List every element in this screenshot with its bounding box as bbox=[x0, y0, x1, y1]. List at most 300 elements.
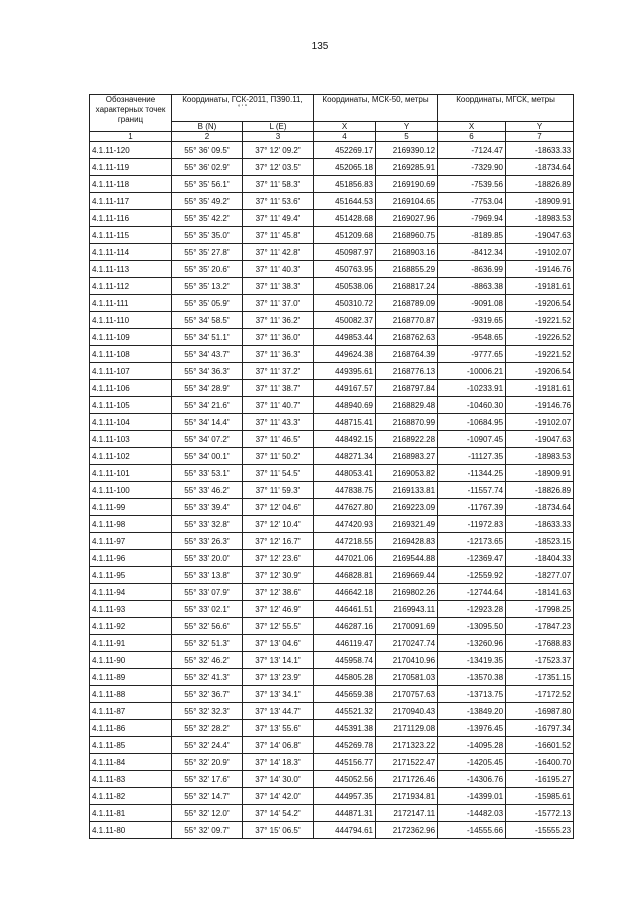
point-id-cell: 4.1.11-84 bbox=[90, 754, 172, 771]
mgsk-y-cell: -19102.07 bbox=[506, 414, 574, 431]
mgsk-x-cell: -8863.38 bbox=[438, 278, 506, 295]
table-row bbox=[90, 652, 574, 669]
mgsk-y-cell: -15772.13 bbox=[506, 805, 574, 822]
mgsk-x-cell: -8412.34 bbox=[438, 244, 506, 261]
msk-y-cell: 2168764.39 bbox=[376, 346, 438, 363]
longitude-cell: 37° 11' 53.6" bbox=[243, 193, 314, 210]
longitude-cell: 37° 11' 36.3" bbox=[243, 346, 314, 363]
msk-x-cell: 445659.38 bbox=[314, 686, 376, 703]
longitude-cell: 37° 11' 45.8" bbox=[243, 227, 314, 244]
header-axis: B (N) bbox=[172, 122, 243, 132]
column-number: 1 bbox=[90, 132, 172, 142]
mgsk-x-cell: -10460.30 bbox=[438, 397, 506, 414]
latitude-cell: 55° 32' 20.9" bbox=[172, 754, 243, 771]
mgsk-x-cell: -7124.47 bbox=[438, 142, 506, 159]
latitude-cell: 55° 32' 14.7" bbox=[172, 788, 243, 805]
msk-y-cell: 2171129.08 bbox=[376, 720, 438, 737]
table-row bbox=[90, 159, 574, 176]
msk-x-cell: 452269.17 bbox=[314, 142, 376, 159]
msk-y-cell: 2169390.12 bbox=[376, 142, 438, 159]
msk-y-cell: 2168797.84 bbox=[376, 380, 438, 397]
mgsk-x-cell: -9777.65 bbox=[438, 346, 506, 363]
mgsk-y-cell: -18141.63 bbox=[506, 584, 574, 601]
mgsk-x-cell: -11557.74 bbox=[438, 482, 506, 499]
mgsk-y-cell: -16400.70 bbox=[506, 754, 574, 771]
latitude-cell: 55° 33' 13.8" bbox=[172, 567, 243, 584]
msk-y-cell: 2168829.48 bbox=[376, 397, 438, 414]
mgsk-x-cell: -13570.38 bbox=[438, 669, 506, 686]
latitude-cell: 55° 32' 28.2" bbox=[172, 720, 243, 737]
table-row bbox=[90, 635, 574, 652]
latitude-cell: 55° 32' 36.7" bbox=[172, 686, 243, 703]
table-row bbox=[90, 788, 574, 805]
table-row bbox=[90, 414, 574, 431]
table-row bbox=[90, 584, 574, 601]
msk-x-cell: 450082.37 bbox=[314, 312, 376, 329]
table-row bbox=[90, 737, 574, 754]
table-row bbox=[90, 533, 574, 550]
point-id-cell: 4.1.11-87 bbox=[90, 703, 172, 720]
mgsk-y-cell: -19206.54 bbox=[506, 295, 574, 312]
point-id-cell: 4.1.11-90 bbox=[90, 652, 172, 669]
mgsk-y-cell: -18909.91 bbox=[506, 465, 574, 482]
latitude-cell: 55° 34' 14.4" bbox=[172, 414, 243, 431]
msk-y-cell: 2169027.96 bbox=[376, 210, 438, 227]
msk-x-cell: 448715.41 bbox=[314, 414, 376, 431]
point-id-cell: 4.1.11-96 bbox=[90, 550, 172, 567]
mgsk-x-cell: -14482.03 bbox=[438, 805, 506, 822]
header-gsk-coordinates bbox=[172, 95, 314, 122]
longitude-cell: 37° 12' 03.5" bbox=[243, 159, 314, 176]
mgsk-y-cell: -15555.23 bbox=[506, 822, 574, 839]
point-id-cell: 4.1.11-101 bbox=[90, 465, 172, 482]
column-number: 4 bbox=[314, 132, 376, 142]
boundary-coordinates-table bbox=[89, 94, 574, 839]
mgsk-x-cell: -10684.95 bbox=[438, 414, 506, 431]
header-gsk-title: Координаты, ГСК-2011, ПЗ90.11, bbox=[182, 95, 303, 104]
table-row bbox=[90, 669, 574, 686]
msk-x-cell: 449853.44 bbox=[314, 329, 376, 346]
table-row bbox=[90, 210, 574, 227]
point-id-cell: 4.1.11-105 bbox=[90, 397, 172, 414]
msk-y-cell: 2169544.88 bbox=[376, 550, 438, 567]
msk-y-cell: 2170581.03 bbox=[376, 669, 438, 686]
latitude-cell: 55° 34' 51.1" bbox=[172, 329, 243, 346]
table-row bbox=[90, 227, 574, 244]
msk-y-cell: 2168903.16 bbox=[376, 244, 438, 261]
point-id-cell: 4.1.11-112 bbox=[90, 278, 172, 295]
longitude-cell: 37° 12' 04.6" bbox=[243, 499, 314, 516]
mgsk-y-cell: -18404.33 bbox=[506, 550, 574, 567]
mgsk-y-cell: -19226.52 bbox=[506, 329, 574, 346]
mgsk-x-cell: -9548.65 bbox=[438, 329, 506, 346]
table-row bbox=[90, 312, 574, 329]
msk-x-cell: 446461.51 bbox=[314, 601, 376, 618]
latitude-cell: 55° 32' 46.2" bbox=[172, 652, 243, 669]
latitude-cell: 55° 34' 00.1" bbox=[172, 448, 243, 465]
msk-x-cell: 446642.18 bbox=[314, 584, 376, 601]
msk-x-cell: 449167.57 bbox=[314, 380, 376, 397]
latitude-cell: 55° 33' 26.3" bbox=[172, 533, 243, 550]
msk-y-cell: 2172147.11 bbox=[376, 805, 438, 822]
longitude-cell: 37° 14' 30.0" bbox=[243, 771, 314, 788]
mgsk-y-cell: -18826.89 bbox=[506, 482, 574, 499]
point-id-cell: 4.1.11-103 bbox=[90, 431, 172, 448]
table-row bbox=[90, 397, 574, 414]
latitude-cell: 55° 35' 49.2" bbox=[172, 193, 243, 210]
latitude-cell: 55° 33' 20.0" bbox=[172, 550, 243, 567]
msk-y-cell: 2168983.27 bbox=[376, 448, 438, 465]
table-row bbox=[90, 261, 574, 278]
point-id-cell: 4.1.11-98 bbox=[90, 516, 172, 533]
msk-y-cell: 2171934.81 bbox=[376, 788, 438, 805]
table-row bbox=[90, 295, 574, 312]
point-id-cell: 4.1.11-100 bbox=[90, 482, 172, 499]
msk-y-cell: 2168762.63 bbox=[376, 329, 438, 346]
msk-x-cell: 446119.47 bbox=[314, 635, 376, 652]
mgsk-y-cell: -18909.91 bbox=[506, 193, 574, 210]
table-body bbox=[90, 142, 574, 839]
longitude-cell: 37° 14' 42.0" bbox=[243, 788, 314, 805]
latitude-cell: 55° 33' 39.4" bbox=[172, 499, 243, 516]
longitude-cell: 37° 11' 38.7" bbox=[243, 380, 314, 397]
mgsk-y-cell: -17172.52 bbox=[506, 686, 574, 703]
msk-y-cell: 2168817.24 bbox=[376, 278, 438, 295]
mgsk-y-cell: -16195.27 bbox=[506, 771, 574, 788]
latitude-cell: 55° 34' 07.2" bbox=[172, 431, 243, 448]
header-axis: Y bbox=[506, 122, 574, 132]
msk-y-cell: 2169053.82 bbox=[376, 465, 438, 482]
table-row bbox=[90, 805, 574, 822]
mgsk-x-cell: -11127.35 bbox=[438, 448, 506, 465]
msk-x-cell: 447627.80 bbox=[314, 499, 376, 516]
point-id-cell: 4.1.11-111 bbox=[90, 295, 172, 312]
mgsk-y-cell: -19221.52 bbox=[506, 312, 574, 329]
mgsk-x-cell: -10006.21 bbox=[438, 363, 506, 380]
msk-y-cell: 2169802.26 bbox=[376, 584, 438, 601]
table-row bbox=[90, 465, 574, 482]
msk-x-cell: 445521.32 bbox=[314, 703, 376, 720]
mgsk-x-cell: -12744.64 bbox=[438, 584, 506, 601]
msk-x-cell: 450538.06 bbox=[314, 278, 376, 295]
header-mgsk-coordinates: Координаты, МГСК, метры bbox=[438, 95, 574, 122]
longitude-cell: 37° 11' 38.3" bbox=[243, 278, 314, 295]
msk-y-cell: 2169223.09 bbox=[376, 499, 438, 516]
point-id-cell: 4.1.11-119 bbox=[90, 159, 172, 176]
mgsk-y-cell: -18523.15 bbox=[506, 533, 574, 550]
mgsk-x-cell: -9319.65 bbox=[438, 312, 506, 329]
table-row bbox=[90, 346, 574, 363]
mgsk-x-cell: -14306.76 bbox=[438, 771, 506, 788]
mgsk-x-cell: -11344.25 bbox=[438, 465, 506, 482]
mgsk-y-cell: -18633.33 bbox=[506, 142, 574, 159]
longitude-cell: 37° 11' 36.0" bbox=[243, 329, 314, 346]
msk-y-cell: 2168870.99 bbox=[376, 414, 438, 431]
mgsk-y-cell: -18633.33 bbox=[506, 516, 574, 533]
point-id-cell: 4.1.11-108 bbox=[90, 346, 172, 363]
mgsk-y-cell: -19146.76 bbox=[506, 397, 574, 414]
mgsk-y-cell: -19047.63 bbox=[506, 227, 574, 244]
msk-y-cell: 2169190.69 bbox=[376, 176, 438, 193]
mgsk-x-cell: -12173.65 bbox=[438, 533, 506, 550]
msk-x-cell: 445805.28 bbox=[314, 669, 376, 686]
msk-x-cell: 447218.55 bbox=[314, 533, 376, 550]
latitude-cell: 55° 34' 43.7" bbox=[172, 346, 243, 363]
latitude-cell: 55° 35' 42.2" bbox=[172, 210, 243, 227]
mgsk-x-cell: -10233.91 bbox=[438, 380, 506, 397]
latitude-cell: 55° 32' 51.3" bbox=[172, 635, 243, 652]
point-id-cell: 4.1.11-114 bbox=[90, 244, 172, 261]
mgsk-y-cell: -19047.63 bbox=[506, 431, 574, 448]
mgsk-y-cell: -15985.61 bbox=[506, 788, 574, 805]
latitude-cell: 55° 36' 02.9" bbox=[172, 159, 243, 176]
point-id-cell: 4.1.11-85 bbox=[90, 737, 172, 754]
mgsk-x-cell: -13849.20 bbox=[438, 703, 506, 720]
mgsk-y-cell: -17847.23 bbox=[506, 618, 574, 635]
msk-x-cell: 446828.81 bbox=[314, 567, 376, 584]
point-id-cell: 4.1.11-89 bbox=[90, 669, 172, 686]
mgsk-x-cell: -14205.45 bbox=[438, 754, 506, 771]
msk-y-cell: 2172362.96 bbox=[376, 822, 438, 839]
table-row bbox=[90, 448, 574, 465]
mgsk-y-cell: -19102.07 bbox=[506, 244, 574, 261]
msk-x-cell: 451856.83 bbox=[314, 176, 376, 193]
header-row-groups bbox=[90, 95, 574, 122]
point-id-cell: 4.1.11-93 bbox=[90, 601, 172, 618]
mgsk-x-cell: -13260.96 bbox=[438, 635, 506, 652]
mgsk-x-cell: -13419.35 bbox=[438, 652, 506, 669]
longitude-cell: 37° 11' 54.5" bbox=[243, 465, 314, 482]
mgsk-x-cell: -13713.75 bbox=[438, 686, 506, 703]
mgsk-y-cell: -19181.61 bbox=[506, 278, 574, 295]
table-row bbox=[90, 142, 574, 159]
point-id-cell: 4.1.11-88 bbox=[90, 686, 172, 703]
longitude-cell: 37° 12' 16.7" bbox=[243, 533, 314, 550]
longitude-cell: 37° 13' 55.6" bbox=[243, 720, 314, 737]
latitude-cell: 55° 34' 58.5" bbox=[172, 312, 243, 329]
latitude-cell: 55° 36' 09.5" bbox=[172, 142, 243, 159]
table-row bbox=[90, 516, 574, 533]
msk-y-cell: 2170757.63 bbox=[376, 686, 438, 703]
table-row bbox=[90, 550, 574, 567]
longitude-cell: 37° 11' 37.0" bbox=[243, 295, 314, 312]
msk-x-cell: 444794.61 bbox=[314, 822, 376, 839]
longitude-cell: 37° 14' 54.2" bbox=[243, 805, 314, 822]
point-id-cell: 4.1.11-97 bbox=[90, 533, 172, 550]
msk-y-cell: 2168960.75 bbox=[376, 227, 438, 244]
longitude-cell: 37° 11' 49.4" bbox=[243, 210, 314, 227]
latitude-cell: 55° 35' 56.1" bbox=[172, 176, 243, 193]
msk-y-cell: 2171726.46 bbox=[376, 771, 438, 788]
msk-x-cell: 447420.93 bbox=[314, 516, 376, 533]
table-row bbox=[90, 601, 574, 618]
msk-x-cell: 444957.35 bbox=[314, 788, 376, 805]
msk-y-cell: 2168855.29 bbox=[376, 261, 438, 278]
msk-x-cell: 447838.75 bbox=[314, 482, 376, 499]
longitude-cell: 37° 12' 30.9" bbox=[243, 567, 314, 584]
header-axis: X bbox=[438, 122, 506, 132]
point-id-cell: 4.1.11-110 bbox=[90, 312, 172, 329]
msk-x-cell: 448053.41 bbox=[314, 465, 376, 482]
msk-x-cell: 451644.53 bbox=[314, 193, 376, 210]
msk-x-cell: 452065.18 bbox=[314, 159, 376, 176]
longitude-cell: 37° 11' 42.8" bbox=[243, 244, 314, 261]
msk-x-cell: 445269.78 bbox=[314, 737, 376, 754]
mgsk-y-cell: -17351.15 bbox=[506, 669, 574, 686]
table-row bbox=[90, 686, 574, 703]
mgsk-y-cell: -18826.89 bbox=[506, 176, 574, 193]
mgsk-x-cell: -7969.94 bbox=[438, 210, 506, 227]
mgsk-y-cell: -18734.64 bbox=[506, 499, 574, 516]
header-msk-coordinates: Координаты, МСК-50, метры bbox=[314, 95, 438, 122]
msk-x-cell: 450987.97 bbox=[314, 244, 376, 261]
point-id-cell: 4.1.11-91 bbox=[90, 635, 172, 652]
point-id-cell: 4.1.11-81 bbox=[90, 805, 172, 822]
point-id-cell: 4.1.11-95 bbox=[90, 567, 172, 584]
point-id-cell: 4.1.11-92 bbox=[90, 618, 172, 635]
mgsk-y-cell: -16797.34 bbox=[506, 720, 574, 737]
point-id-cell: 4.1.11-86 bbox=[90, 720, 172, 737]
mgsk-x-cell: -7329.90 bbox=[438, 159, 506, 176]
longitude-cell: 37° 12' 10.4" bbox=[243, 516, 314, 533]
msk-y-cell: 2168789.09 bbox=[376, 295, 438, 312]
latitude-cell: 55° 35' 13.2" bbox=[172, 278, 243, 295]
table-row bbox=[90, 771, 574, 788]
table-row bbox=[90, 822, 574, 839]
mgsk-x-cell: -13976.45 bbox=[438, 720, 506, 737]
mgsk-y-cell: -18734.64 bbox=[506, 159, 574, 176]
longitude-cell: 37° 13' 14.1" bbox=[243, 652, 314, 669]
msk-x-cell: 450763.95 bbox=[314, 261, 376, 278]
longitude-cell: 37° 11' 40.3" bbox=[243, 261, 314, 278]
point-id-cell: 4.1.11-113 bbox=[90, 261, 172, 278]
mgsk-y-cell: -17688.83 bbox=[506, 635, 574, 652]
point-id-cell: 4.1.11-80 bbox=[90, 822, 172, 839]
mgsk-x-cell: -9091.08 bbox=[438, 295, 506, 312]
mgsk-y-cell: -17523.37 bbox=[506, 652, 574, 669]
longitude-cell: 37° 11' 40.7" bbox=[243, 397, 314, 414]
latitude-cell: 55° 33' 32.8" bbox=[172, 516, 243, 533]
mgsk-y-cell: -18277.07 bbox=[506, 567, 574, 584]
msk-x-cell: 445052.56 bbox=[314, 771, 376, 788]
header-row-column-numbers bbox=[90, 132, 574, 142]
mgsk-x-cell: -8189.85 bbox=[438, 227, 506, 244]
table-row bbox=[90, 363, 574, 380]
table-row bbox=[90, 380, 574, 397]
header-axis: L (E) bbox=[243, 122, 314, 132]
mgsk-x-cell: -12369.47 bbox=[438, 550, 506, 567]
mgsk-x-cell: -12559.92 bbox=[438, 567, 506, 584]
table-row bbox=[90, 703, 574, 720]
latitude-cell: 55° 34' 36.3" bbox=[172, 363, 243, 380]
mgsk-x-cell: -12923.28 bbox=[438, 601, 506, 618]
msk-y-cell: 2171522.47 bbox=[376, 754, 438, 771]
msk-y-cell: 2169428.83 bbox=[376, 533, 438, 550]
mgsk-y-cell: -16601.52 bbox=[506, 737, 574, 754]
msk-y-cell: 2169133.81 bbox=[376, 482, 438, 499]
column-number: 6 bbox=[438, 132, 506, 142]
table-row bbox=[90, 176, 574, 193]
mgsk-y-cell: -18983.53 bbox=[506, 210, 574, 227]
longitude-cell: 37° 13' 44.7" bbox=[243, 703, 314, 720]
msk-y-cell: 2169285.91 bbox=[376, 159, 438, 176]
page-number: 135 bbox=[311, 41, 329, 52]
latitude-cell: 55° 32' 09.7" bbox=[172, 822, 243, 839]
header-gsk-units: ° ' " bbox=[237, 105, 247, 111]
point-id-cell: 4.1.11-109 bbox=[90, 329, 172, 346]
latitude-cell: 55° 33' 53.1" bbox=[172, 465, 243, 482]
mgsk-y-cell: -19146.76 bbox=[506, 261, 574, 278]
msk-y-cell: 2169943.11 bbox=[376, 601, 438, 618]
latitude-cell: 55° 32' 24.4" bbox=[172, 737, 243, 754]
table-row bbox=[90, 193, 574, 210]
msk-x-cell: 448940.69 bbox=[314, 397, 376, 414]
longitude-cell: 37° 12' 46.9" bbox=[243, 601, 314, 618]
msk-y-cell: 2169104.65 bbox=[376, 193, 438, 210]
longitude-cell: 37° 12' 55.5" bbox=[243, 618, 314, 635]
longitude-cell: 37° 12' 23.6" bbox=[243, 550, 314, 567]
msk-y-cell: 2170091.69 bbox=[376, 618, 438, 635]
msk-y-cell: 2168922.28 bbox=[376, 431, 438, 448]
latitude-cell: 55° 35' 35.0" bbox=[172, 227, 243, 244]
msk-x-cell: 448271.34 bbox=[314, 448, 376, 465]
column-number: 5 bbox=[376, 132, 438, 142]
longitude-cell: 37° 14' 18.3" bbox=[243, 754, 314, 771]
point-id-cell: 4.1.11-107 bbox=[90, 363, 172, 380]
latitude-cell: 55° 33' 46.2" bbox=[172, 482, 243, 499]
mgsk-y-cell: -17998.25 bbox=[506, 601, 574, 618]
mgsk-x-cell: -8636.99 bbox=[438, 261, 506, 278]
longitude-cell: 37° 11' 59.3" bbox=[243, 482, 314, 499]
point-id-cell: 4.1.11-115 bbox=[90, 227, 172, 244]
msk-x-cell: 447021.06 bbox=[314, 550, 376, 567]
header-point-designation: Обозначение характерных точек границ bbox=[90, 95, 172, 132]
msk-y-cell: 2171323.22 bbox=[376, 737, 438, 754]
msk-y-cell: 2170940.43 bbox=[376, 703, 438, 720]
latitude-cell: 55° 32' 56.6" bbox=[172, 618, 243, 635]
longitude-cell: 37° 11' 46.5" bbox=[243, 431, 314, 448]
mgsk-x-cell: -7753.04 bbox=[438, 193, 506, 210]
latitude-cell: 55° 35' 05.9" bbox=[172, 295, 243, 312]
latitude-cell: 55° 32' 12.0" bbox=[172, 805, 243, 822]
latitude-cell: 55° 35' 27.8" bbox=[172, 244, 243, 261]
longitude-cell: 37° 11' 50.2" bbox=[243, 448, 314, 465]
msk-x-cell: 451428.68 bbox=[314, 210, 376, 227]
latitude-cell: 55° 33' 02.1" bbox=[172, 601, 243, 618]
msk-x-cell: 444871.31 bbox=[314, 805, 376, 822]
msk-y-cell: 2168770.87 bbox=[376, 312, 438, 329]
msk-y-cell: 2168776.13 bbox=[376, 363, 438, 380]
point-id-cell: 4.1.11-99 bbox=[90, 499, 172, 516]
header-axis: X bbox=[314, 122, 376, 132]
msk-y-cell: 2169321.49 bbox=[376, 516, 438, 533]
latitude-cell: 55° 33' 07.9" bbox=[172, 584, 243, 601]
table-row bbox=[90, 431, 574, 448]
mgsk-x-cell: -14399.01 bbox=[438, 788, 506, 805]
column-number: 7 bbox=[506, 132, 574, 142]
longitude-cell: 37° 11' 58.3" bbox=[243, 176, 314, 193]
mgsk-x-cell: -14095.28 bbox=[438, 737, 506, 754]
longitude-cell: 37° 14' 06.8" bbox=[243, 737, 314, 754]
point-id-cell: 4.1.11-117 bbox=[90, 193, 172, 210]
latitude-cell: 55° 34' 28.9" bbox=[172, 380, 243, 397]
mgsk-x-cell: -11972.83 bbox=[438, 516, 506, 533]
longitude-cell: 37° 15' 06.5" bbox=[243, 822, 314, 839]
mgsk-y-cell: -19221.52 bbox=[506, 346, 574, 363]
mgsk-x-cell: -11767.39 bbox=[438, 499, 506, 516]
mgsk-y-cell: -19206.54 bbox=[506, 363, 574, 380]
table-row bbox=[90, 329, 574, 346]
